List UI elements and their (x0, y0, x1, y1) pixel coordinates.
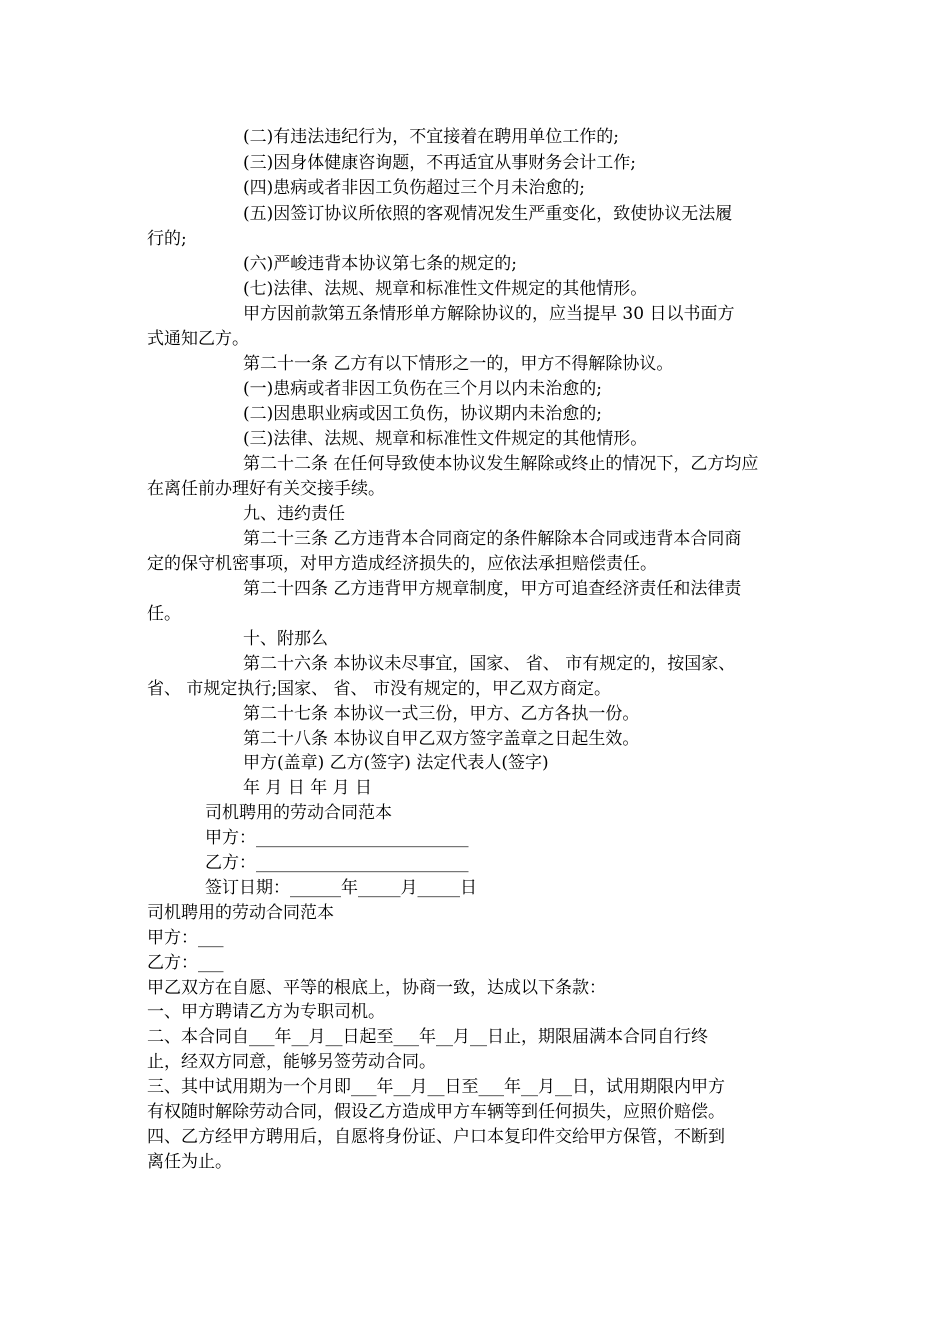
text-line: 任。 (147, 604, 181, 624)
text-line: 行的; (147, 229, 187, 249)
text-line: 式通知乙方。 (147, 329, 249, 349)
text-line: (二)有违法违纪行为，不宜接着在聘用单位工作的; (243, 127, 619, 147)
text-line: (六)严峻违背本协议第七条的规定的; (243, 254, 517, 274)
contract-title: 司机聘用的劳动合同范本 (147, 903, 334, 923)
text-line: 甲乙双方在自愿、平等的根底上，协商一致，达成以下条款： (147, 978, 606, 998)
date-line: 年 月 日 年 月 日 (243, 778, 373, 798)
contract-title: 司机聘用的劳动合同范本 (205, 803, 392, 823)
text-line: 第二十七条 本协议一式三份，甲方、乙方各执一份。 (243, 704, 640, 724)
clause-line: 三、其中试用期为一个月即___年__月__日至___年__月__日，试用期限内甲方 (147, 1077, 725, 1097)
text-line: (四)患病或者非因工负伤超过三个月未治愈的; (243, 178, 585, 198)
clause-line: 四、乙方经甲方聘用后，自愿将身份证、户口本复印件交给甲方保管，不断到 (147, 1127, 725, 1147)
signature-line: 甲方(盖章) 乙方(签字) 法定代表人(签字) (243, 753, 549, 773)
party-a-field: 甲方：_________________________ (205, 828, 469, 848)
text-line: 第二十四条 乙方违背甲方规章制度，甲方可追查经济责任和法律责 (243, 579, 742, 599)
clause-line: 二、本合同自___年__月__日起至___年__月__日止，期限届满本合同自行终 (147, 1027, 708, 1047)
clause-line: 离任为止。 (147, 1152, 232, 1172)
party-a-field: 甲方：___ (147, 928, 224, 948)
text-line: (七)法律、法规、规章和标准性文件规定的其他情形。 (243, 279, 648, 299)
clause-line: 一、甲方聘请乙方为专职司机。 (147, 1002, 385, 1022)
text-line: 省、 市规定执行;国家、 省、 市没有规定的，甲乙双方商定。 (147, 679, 611, 699)
text-line: 甲方因前款第五条情形单方解除协议的，应当提早 30 日以书面方 (243, 304, 735, 324)
text-line: (二)因患职业病或因工负伤，协议期内未治愈的; (243, 404, 602, 424)
party-b-field: 乙方：___ (147, 953, 224, 973)
text-line: 第二十一条 乙方有以下情形之一的，甲方不得解除协议。 (243, 354, 674, 374)
sign-date-field: 签订日期：______年_____月_____日 (205, 878, 477, 898)
clause-line: 止，经双方同意，能够另签劳动合同。 (147, 1052, 436, 1072)
section-heading: 九、违约责任 (243, 504, 345, 524)
clause-line: 有权随时解除劳动合同，假设乙方造成甲方车辆等到任何损失，应照价赔偿。 (147, 1102, 725, 1122)
text-line: 第二十二条 在任何导致使本协议发生解除或终止的情况下，乙方均应 (243, 454, 759, 474)
text-line: (一)患病或者非因工负伤在三个月以内未治愈的; (243, 379, 602, 399)
text-line: 第二十八条 本协议自甲乙双方签字盖章之日起生效。 (243, 729, 640, 749)
text-line: 定的保守机密事项，对甲方造成经济损失的，应依法承担赔偿责任。 (147, 554, 657, 574)
text-line: 在离任前办理好有关交接手续。 (147, 479, 385, 499)
text-line: (三)法律、法规、规章和标准性文件规定的其他情形。 (243, 429, 648, 449)
text-line: (三)因身体健康咨询题，不再适宜从事财务会计工作; (243, 153, 636, 173)
party-b-field: 乙方：_________________________ (205, 853, 469, 873)
text-line: 第二十三条 乙方违背本合同商定的条件解除本合同或违背本合同商 (243, 529, 742, 549)
text-line: (五)因签订协议所依照的客观情况发生严重变化，致使协议无法履 (243, 204, 733, 224)
section-heading: 十、附那么 (243, 629, 328, 649)
text-line: 第二十六条 本协议未尽事宜，国家、 省、 市有规定的，按国家、 (243, 654, 736, 674)
